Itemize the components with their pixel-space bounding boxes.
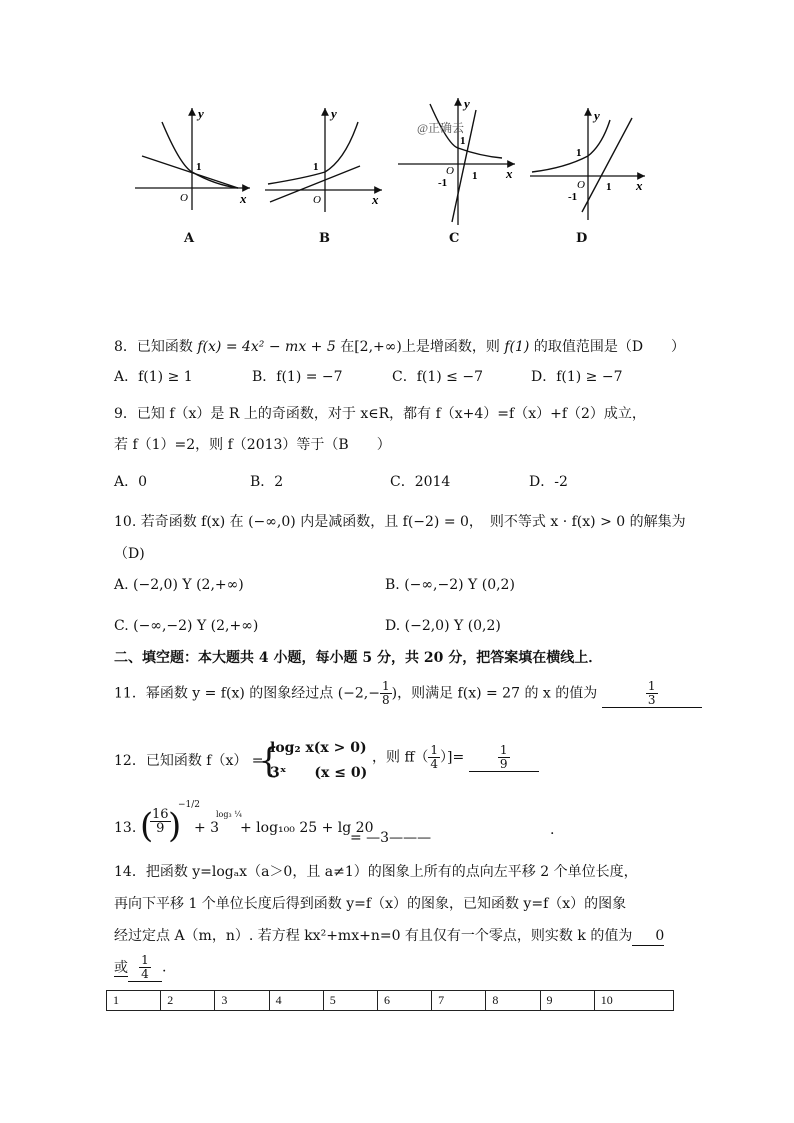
q11-point-fraction: $\frac{1}{8}$ (382, 679, 390, 707)
answer-cell-5: 5 (323, 991, 377, 1011)
answer-cell-1: 1 (107, 991, 161, 1011)
q12-argument-fraction: $\frac{1}{4}$ (430, 743, 439, 771)
graph-a-one: 1 (196, 161, 202, 173)
q12-answer-blank (469, 744, 539, 772)
graph-label-b: B (319, 231, 330, 246)
graph-label-a: A (184, 231, 195, 246)
graph-b-y-label: y (331, 106, 337, 121)
q12-case-1: log₂ x(x > 0) (270, 740, 367, 756)
answer-cell-7: 7 (432, 991, 486, 1011)
graph-d-one: 1 (576, 147, 582, 159)
answer-cell-10: 10 (594, 991, 673, 1011)
answer-cell-6: 6 (377, 991, 431, 1011)
graph-a-y-label: y (198, 106, 204, 121)
q8-suffix: 的取值范围是（D ） (533, 339, 686, 355)
q10-option-a: A. (−2,0) Y (2,+∞) (114, 577, 244, 593)
q8-option-d: D．f(1) ≥ −7 (531, 369, 623, 385)
graph-d-one-x: 1 (606, 181, 612, 193)
graph-c-one-x: 1 (472, 170, 478, 182)
q9-line-1: 9．已知 f（x）是 R 上的奇函数，对于 x∈R，都有 f（x+4）=f（x）+f（2）成立， (114, 406, 646, 422)
q14-line-1: 14．把函数 y=logₐx（a＞0，且 a≠1）的图象上所有的点向左平移 2 个单位长度， (114, 864, 638, 880)
q10-option-d: D. (−2,0) Y (0,2) (385, 618, 501, 634)
q8-option-b: B．f(1) = −7 (252, 369, 343, 385)
q8-function: f(x) = 4x² − mx + 5 (197, 339, 336, 355)
q14-line-4 (114, 954, 166, 982)
q13-term-2-exponent: log₃ ¼ (216, 810, 242, 819)
q13-exponent: −1/2 (178, 800, 201, 810)
answer-table (106, 990, 674, 1011)
q10-option-c: C. (−∞,−2) Y (2,+∞) (114, 618, 259, 634)
graph-b (265, 106, 382, 212)
q14-answer-2-fraction: $\frac{1}{4}$ (141, 953, 149, 981)
answer-cell-3: 3 (215, 991, 269, 1011)
q12-tail (372, 744, 539, 772)
q13-dot: . (550, 822, 555, 838)
q11-line (114, 680, 702, 708)
q8-prefix: 8．已知函数 (114, 339, 193, 355)
q14-answer-2 (128, 954, 162, 982)
q10-stem: 10. 若奇函数 f(x) 在 (−∞,0) 内是减函数，且 f(−2) = 0， 则不等式 x · f(x) > 0 的解集为 (114, 514, 686, 530)
answer-cell-8: 8 (486, 991, 540, 1011)
graph-c-watermark: @正确云 (417, 121, 465, 135)
q8-stem (114, 338, 685, 356)
q12-mid-pre: ，则 ff（ (372, 749, 429, 766)
q11-answer-fraction: $\frac{1}{3}$ (647, 679, 656, 707)
graph-a (135, 106, 250, 210)
q10-answer: （D) (114, 546, 145, 562)
graph-c-y-label: y (464, 96, 470, 111)
graph-d-x-label: x (636, 178, 643, 193)
q13-answer: = —3——— (350, 830, 432, 846)
graph-d-minus-one: -1 (568, 191, 578, 203)
q9-option-d: D．-2 (529, 474, 568, 490)
answer-table-row (107, 991, 674, 1011)
q13-label: 13. (114, 820, 137, 836)
q13-paren-left: ( (140, 806, 154, 846)
graph-c-minus-one: -1 (438, 177, 448, 189)
graph-b-one: 1 (313, 161, 319, 173)
q14-end: . (162, 959, 167, 976)
answer-cell-4: 4 (269, 991, 323, 1011)
graph-c-one: 1 (460, 135, 466, 147)
graph-a-origin: O (180, 192, 188, 204)
q12-prefix: 12．已知函数 f（x） = (114, 753, 264, 769)
graph-a-x-label: x (240, 191, 247, 206)
answer-cell-9: 9 (540, 991, 594, 1011)
q12-mid-post: ）]= (440, 749, 465, 766)
q8-option-c: C．f(1) ≤ −7 (392, 369, 483, 385)
q13-paren-right: ) (168, 806, 182, 846)
q13-term-3: + log₁₀₀ 25 + lg 20 (240, 820, 374, 836)
q8-f1: f(1) (504, 339, 530, 355)
q9-option-b: B．2 (250, 474, 284, 490)
q11-middle: )，则满足 f(x) = 27 的 x 的值为 (391, 685, 598, 702)
q12-case-2: 3ˣ (x ≤ 0) (270, 765, 368, 781)
graph-c-origin: O (446, 165, 454, 177)
graph-d-origin: O (577, 179, 585, 191)
q13-fraction: $\frac{16}{9}$ (152, 807, 169, 836)
q14-line-3-text: 经过定点 A（m，n）. 若方程 kx²+mx+n=0 有且仅有一个零点，则实数 k 的值为 (114, 928, 633, 944)
q8-mid: 在[2,+∞)上是增函数，则 (340, 339, 500, 355)
q14-line-3 (114, 927, 664, 946)
section-2-title: 二、填空题：本大题共 4 小题，每小题 5 分，共 20 分，把答案填在横线上． (114, 650, 603, 666)
q9-option-a: A．0 (114, 474, 148, 490)
q13-term-2: + 3 (194, 820, 220, 836)
q14-or: 或 (114, 959, 128, 976)
q14-line-2: 再向下平移 1 个单位长度后得到函数 y=f（x）的图象，已知函数 y=f（x）的图象 (114, 896, 627, 912)
q8-option-a: A．f(1) ≥ 1 (114, 369, 193, 385)
q12-brace: { (258, 741, 280, 781)
graph-d (530, 108, 645, 220)
graph-b-x-label: x (372, 192, 379, 207)
q9-line-2: 若 f（1）=2，则 f（2013）等于（B ） (114, 437, 391, 453)
graph-d-y-label: y (594, 108, 600, 123)
q12-answer-fraction: $\frac{1}{9}$ (499, 743, 508, 771)
q9-option-c: C．2014 (390, 474, 451, 490)
q14-answer-1: 0 (632, 927, 664, 946)
graph-c-x-label: x (506, 166, 513, 181)
q10-option-b: B. (−∞,−2) Y (0,2) (385, 577, 515, 593)
q11-prefix: 11．幂函数 y = f(x) 的图象经过点 (−2,− (114, 685, 380, 702)
graph-b-origin: O (313, 194, 321, 206)
graph-c (398, 96, 515, 225)
graph-label-d: D (576, 231, 588, 246)
q11-answer-blank (602, 680, 702, 708)
answer-cell-2: 2 (161, 991, 215, 1011)
graph-label-c: C (449, 231, 460, 246)
